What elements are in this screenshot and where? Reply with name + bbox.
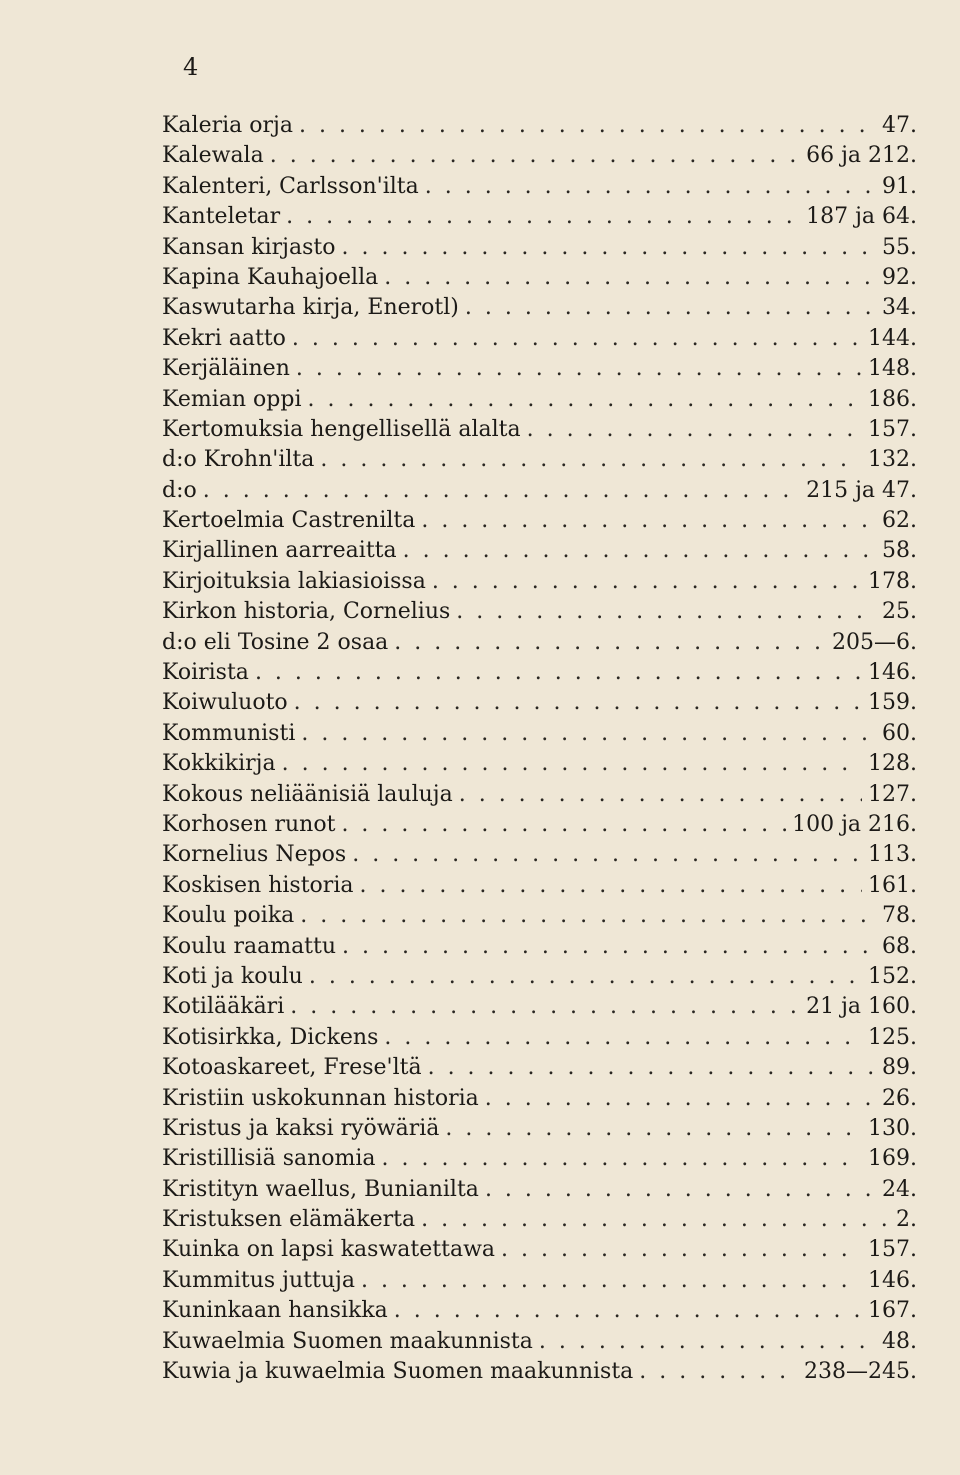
entry-title: Koiwuluoto [162,690,288,716]
index-entry [162,263,917,293]
dot-leader [292,324,862,354]
dot-leader [456,597,876,627]
entry-page-reference: 148. [868,356,917,382]
entry-page-reference: 113. [868,842,917,868]
index-entry [162,992,917,1022]
index-entry [162,111,917,141]
entry-title: Koulu raamattu [162,933,337,959]
dot-leader [286,202,800,232]
index-entry [162,688,917,718]
dot-leader [394,1296,862,1326]
index-entry [162,1175,917,1205]
entry-title: Kristillisiä sanomia [162,1146,376,1172]
entry-page-reference: 157. [868,416,917,442]
index-entry [162,719,917,749]
index-entry [162,506,917,536]
dot-leader [384,263,876,293]
index-entry [162,476,917,506]
dot-leader [255,658,862,688]
index-entry [162,324,917,354]
entry-title: Kuninkaan hansikka [162,1298,388,1324]
entry-title: Kerjäläinen [162,356,290,382]
index-entry [162,1023,917,1053]
entry-title: Kummitus juttuja [162,1267,355,1293]
entry-title: Kirkon historia, Cornelius [162,599,451,625]
entry-page-reference: 26. [882,1085,917,1111]
index-entry [162,1296,917,1326]
entry-title: Kristiin uskokunnan historia [162,1085,479,1111]
dot-leader [501,1235,862,1265]
dot-leader [382,1144,862,1174]
entry-title: Kertoelmia Castrenilta [162,508,416,534]
index-entry [162,871,917,901]
dot-leader [342,233,877,263]
index-entry [162,810,917,840]
entry-page-reference: 130. [868,1115,917,1141]
entry-page-reference: 92. [882,264,917,290]
entry-title: Kanteletar [162,204,281,230]
dot-leader [432,567,862,597]
entry-page-reference: 186. [868,386,917,412]
index-entry [162,141,917,171]
dot-leader [301,719,876,749]
dot-leader [428,1053,876,1083]
entry-page-reference: 68. [882,933,917,959]
entry-title: Kaswutarha kirja, Enerotl) [162,295,459,321]
index-entry [162,1357,917,1387]
entry-page-reference: 146. [868,660,917,686]
entry-title: Kuwia ja kuwaelmia Suomen maakunnista [162,1359,634,1385]
index-entry [162,567,917,597]
entry-page-reference: 55. [882,234,917,260]
entry-page-reference: 157. [868,1237,917,1263]
index-entry [162,749,917,779]
index-entry [162,1205,917,1235]
dot-leader [282,749,862,779]
index-entry [162,1144,917,1174]
index-entry [162,628,917,658]
dot-leader [299,111,876,141]
entry-page-reference: 89. [882,1055,917,1081]
entry-page-reference: 60. [882,720,917,746]
entry-title: d:o [162,477,197,503]
index-entry [162,415,917,445]
entry-page-reference: 238—245. [804,1359,917,1385]
entry-title: Kornelius Nepos [162,842,347,868]
dot-leader [421,506,876,536]
entry-title: Koulu poika [162,903,295,929]
index-list [162,111,917,1387]
index-entry [162,1235,917,1265]
entry-title: Koskisen historia [162,872,354,898]
entry-title: Kalenteri, Carlsson'ilta [162,173,419,199]
entry-page-reference: 178. [868,568,917,594]
entry-title: Kotisirkka, Dickens [162,1024,379,1050]
entry-page-reference: 62. [882,508,917,534]
entry-page-reference: 25. [882,599,917,625]
entry-page-reference: 2. [896,1207,917,1233]
entry-page-reference: 100 ja 216. [792,811,917,837]
entry-title: d:o eli Tosine 2 osaa [162,629,389,655]
entry-title: Kapina Kauhajoella [162,264,379,290]
entry-title: Kirjallinen aarreaitta [162,538,397,564]
dot-leader [421,1205,890,1235]
entry-page-reference: 91. [882,173,917,199]
dot-leader [384,1023,862,1053]
entry-title: Kristus ja kaksi ryöwäriä [162,1115,440,1141]
entry-title: Korhosen runot [162,811,336,837]
entry-title: Kekri aatto [162,325,286,351]
index-entry [162,1114,917,1144]
dot-leader [270,141,800,171]
entry-page-reference: 24. [882,1176,917,1202]
page-number: 4 [183,53,199,81]
entry-page-reference: 144. [868,325,917,351]
dot-leader [485,1084,876,1114]
index-entry [162,293,917,323]
dot-leader [300,901,876,931]
index-entry [162,536,917,566]
entry-title: Kotilääkäri [162,994,285,1020]
entry-title: Koirista [162,660,249,686]
index-entry [162,233,917,263]
entry-title: Kommunisti [162,720,296,746]
index-entry [162,932,917,962]
dot-leader [445,1114,862,1144]
dot-leader [539,1327,876,1357]
dot-leader [203,476,800,506]
entry-title: Kemian oppi [162,386,302,412]
entry-title: Kuinka on lapsi kaswatettawa [162,1237,496,1263]
index-entry [162,385,917,415]
dot-leader [361,1266,862,1296]
dot-leader [341,810,786,840]
entry-page-reference: 187 ja 64. [806,204,917,230]
dot-leader [296,354,862,384]
entry-title: Kertomuksia hengellisellä alalta [162,416,521,442]
entry-title: Kristityn waellus, Bunianilta [162,1176,479,1202]
entry-page-reference: 128. [868,751,917,777]
entry-page-reference: 205—6. [832,629,917,655]
entry-page-reference: 159. [868,690,917,716]
dot-leader [294,688,862,718]
index-entry [162,202,917,232]
index-entry [162,962,917,992]
entry-page-reference: 152. [868,963,917,989]
entry-page-reference: 47. [882,113,917,138]
dot-leader [359,871,862,901]
entry-page-reference: 132. [868,447,917,473]
dot-leader [352,840,862,870]
entry-title: Kokous neliäänisiä lauluja [162,781,453,807]
entry-title: Kotoaskareet, Frese'ltä [162,1055,422,1081]
index-entry [162,1053,917,1083]
entry-page-reference: 146. [868,1267,917,1293]
index-entry [162,1084,917,1114]
entry-page-reference: 34. [882,295,917,321]
entry-page-reference: 127. [868,781,917,807]
dot-leader [290,992,800,1022]
dot-leader [425,172,876,202]
dot-leader [527,415,862,445]
dot-leader [320,445,862,475]
entry-page-reference: 215 ja 47. [806,477,917,503]
entry-page-reference: 58. [882,538,917,564]
entry-page-reference: 48. [882,1328,917,1354]
entry-page-reference: 161. [868,872,917,898]
entry-title: Kuwaelmia Suomen maakunnista [162,1328,533,1354]
index-entry [162,658,917,688]
index-entry [162,840,917,870]
entry-page-reference: 169. [868,1146,917,1172]
dot-leader [394,628,826,658]
entry-title: Koti ja koulu [162,963,303,989]
index-entry [162,1327,917,1357]
entry-title: Kansan kirjasto [162,234,336,260]
entry-title: Kristuksen elämäkerta [162,1207,416,1233]
dot-leader [308,385,863,415]
index-entry [162,445,917,475]
entry-page-reference: 21 ja 160. [806,994,917,1020]
dot-leader [639,1357,798,1387]
entry-title: Kirjoituksia lakiasioissa [162,568,426,594]
index-entry [162,354,917,384]
entry-page-reference: 167. [868,1298,917,1324]
entry-title: Kaleria orja [162,113,293,138]
index-entry [162,1266,917,1296]
entry-title: Kalewala [162,143,264,169]
index-entry [162,597,917,627]
dot-leader [459,780,862,810]
dot-leader [465,293,876,323]
entry-page-reference: 66 ja 212. [806,143,917,169]
entry-title: d:o Krohn'ilta [162,447,315,473]
dot-leader [403,536,876,566]
dot-leader [309,962,862,992]
index-entry [162,780,917,810]
index-entry [162,901,917,931]
dot-leader [342,932,876,962]
index-entry [162,172,917,202]
entry-title: Kokkikirja [162,751,276,777]
entry-page-reference: 78. [882,903,917,929]
dot-leader [485,1175,876,1205]
entry-page-reference: 125. [868,1024,917,1050]
